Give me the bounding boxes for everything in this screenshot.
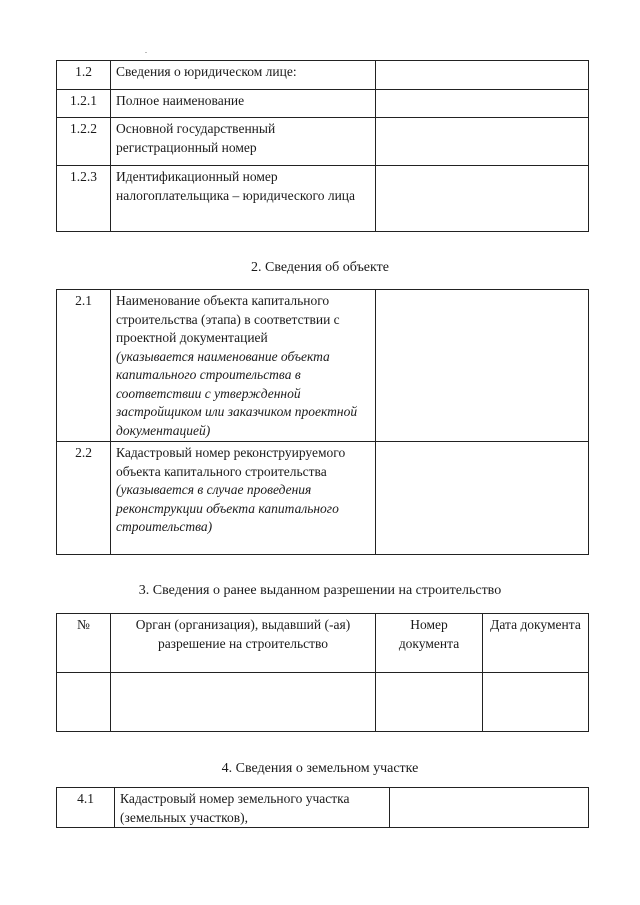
value-cell[interactable] <box>376 61 589 90</box>
row-label: Наименование объекта капитального строительства (этапа) в соответствии с проектной документацией <box>116 293 340 345</box>
value-cell[interactable] <box>376 290 589 442</box>
row-number: 4.1 <box>57 788 115 828</box>
table-row <box>57 166 589 232</box>
row-number: 1.2.2 <box>57 118 111 166</box>
table-row <box>57 673 589 732</box>
value-cell[interactable] <box>376 166 589 232</box>
table-row <box>57 118 589 166</box>
value-cell[interactable] <box>376 90 589 118</box>
issuer-cell[interactable] <box>111 673 376 732</box>
row-note: (указывается наименование объекта капитального строительства в соответствии с утвержденной застройщиком или заказчиком проектной документацией) <box>116 348 358 438</box>
doc-number-cell[interactable] <box>376 673 483 732</box>
land-plot-table <box>56 787 589 828</box>
row-label: Кадастровый номер реконструируемого объекта капитального строительства <box>116 445 346 479</box>
row-label: Основной государственный регистрационный номер <box>111 118 376 166</box>
row-label: Полное наименование <box>111 90 376 118</box>
object-info-table <box>56 289 589 555</box>
row-number: 1.2 <box>57 61 111 90</box>
column-header-doc-date: Дата документа <box>483 614 589 673</box>
row-label-cell <box>111 290 376 442</box>
row-label: Сведения о юридическом лице: <box>111 61 376 90</box>
row-number: 1.2.3 <box>57 166 111 232</box>
row-label-cell <box>111 442 376 555</box>
section-4-heading: 4. Сведения о земельном участке <box>221 761 419 776</box>
row-number: 1.2.1 <box>57 90 111 118</box>
scan-speck <box>145 52 147 53</box>
legal-entity-table <box>56 60 589 232</box>
table-row <box>57 61 589 90</box>
value-cell[interactable] <box>390 788 589 828</box>
table-row <box>57 442 589 555</box>
previous-permit-table <box>56 613 589 732</box>
column-header-issuer: Орган (организация), выдавший (-ая) разрешение на строительство <box>111 614 376 673</box>
row-number: 2.2 <box>57 442 111 555</box>
table-header-row <box>57 614 589 673</box>
table-row <box>57 90 589 118</box>
row-number: 2.1 <box>57 290 111 442</box>
column-header-doc-number: Номер документа <box>376 614 483 673</box>
number-cell[interactable] <box>57 673 111 732</box>
section-2-heading: 2. Сведения об объекте <box>251 260 389 275</box>
table-row <box>57 788 589 828</box>
doc-date-cell[interactable] <box>483 673 589 732</box>
table-row <box>57 290 589 442</box>
value-cell[interactable] <box>376 442 589 555</box>
value-cell[interactable] <box>376 118 589 166</box>
column-header-number: № <box>57 614 111 673</box>
row-label: Кадастровый номер земельного участка (земельных участков), <box>115 788 390 828</box>
section-3-heading: 3. Сведения о ранее выданном разрешении на строительство <box>138 583 502 598</box>
row-label: Идентификационный номер налогоплательщика – юридического лица <box>111 166 376 232</box>
row-note: (указывается в случае проведения реконструкции объекта капитального строительства) <box>116 482 339 534</box>
